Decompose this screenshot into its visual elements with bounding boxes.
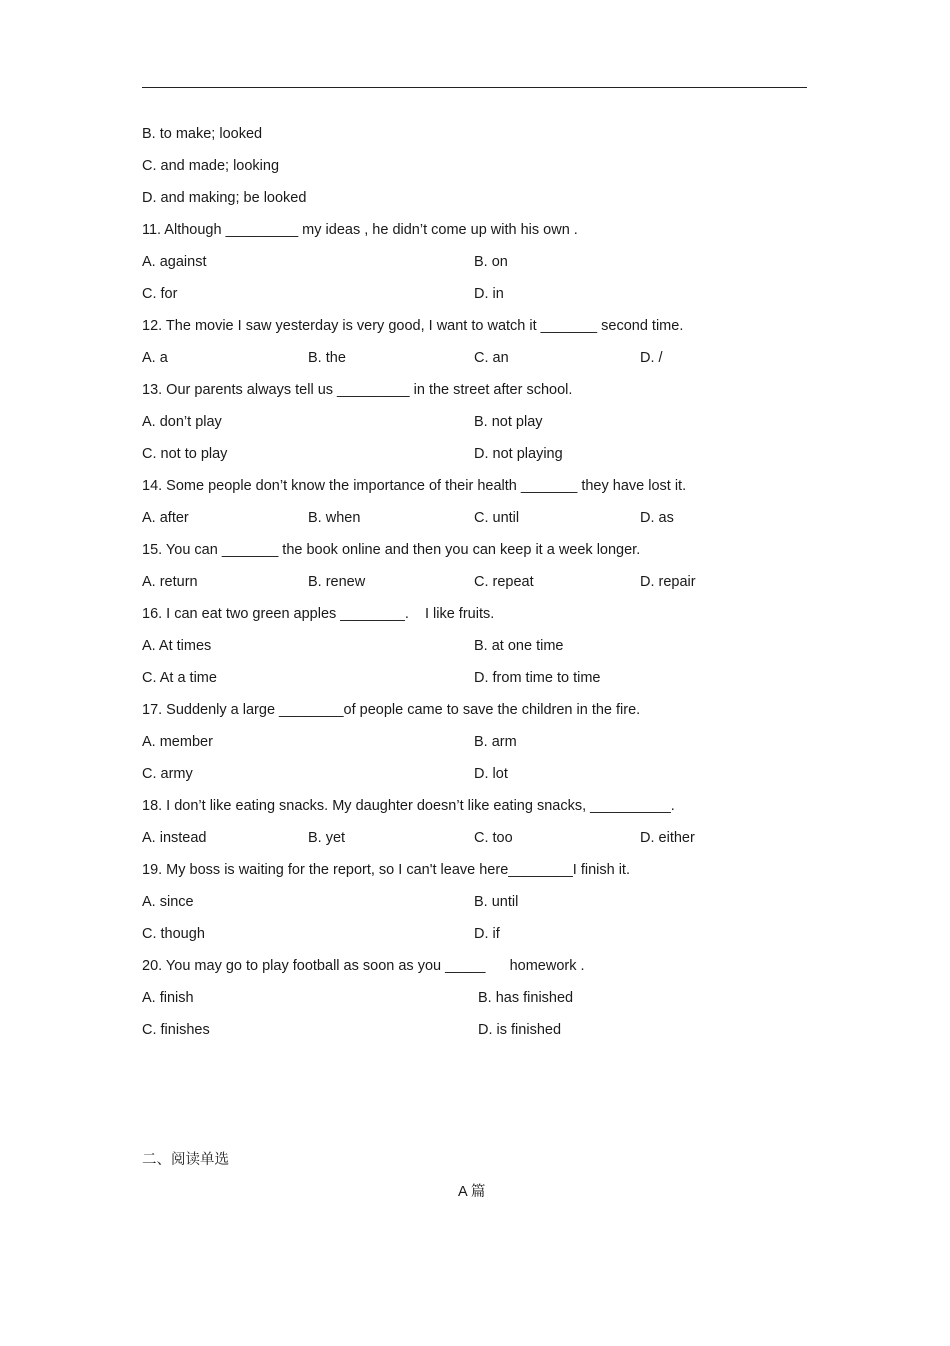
question-13-option-b: B. not play: [474, 414, 543, 430]
question-17-option-d: D. lot: [474, 766, 508, 782]
question-14-option-d: D. as: [640, 510, 674, 526]
option-10-d: D. and making; be looked: [142, 190, 307, 206]
question-14-option-a: A. after: [142, 510, 189, 526]
question-12-option-c: C. an: [474, 350, 509, 366]
question-14-option-b: B. when: [308, 510, 361, 526]
question-19-option-d: D. if: [474, 926, 500, 942]
question-16-option-d: D. from time to time: [474, 670, 601, 686]
question-11-option-a: A. against: [142, 254, 207, 270]
question-19-stem: 19. My boss is waiting for the report, so I can't leave here________I finish it.: [142, 862, 630, 878]
question-16-stem: 16. I can eat two green apples ________. I like fruits.: [142, 606, 495, 622]
question-20-option-a: A. finish: [142, 990, 194, 1006]
section-subtitle: A 篇: [458, 1184, 486, 1200]
question-17-option-a: A. member: [142, 734, 213, 750]
question-15-option-c: C. repeat: [474, 574, 534, 590]
question-14-stem: 14. Some people don’t know the importance of their health _______ they have lost it.: [142, 478, 687, 494]
section-title: 二、阅读单选: [142, 1152, 229, 1168]
question-16-option-a: A. At times: [142, 638, 212, 654]
question-12-option-d: D. /: [640, 350, 663, 366]
question-19-option-c: C. though: [142, 926, 205, 942]
question-12-option-a: A. a: [142, 350, 168, 366]
question-16-option-b: B. at one time: [474, 638, 564, 654]
question-11-option-d: D. in: [474, 286, 504, 302]
question-17-option-c: C. army: [142, 766, 193, 782]
question-17-option-b: B. arm: [474, 734, 517, 750]
question-17-stem: 17. Suddenly a large ________of people came to save the children in the fire.: [142, 702, 641, 718]
option-10-c: C. and made; looking: [142, 158, 280, 174]
question-20-option-b: B. has finished: [478, 990, 574, 1006]
question-11-stem: 11. Although _________ my ideas , he didn’t come up with his own .: [142, 222, 578, 238]
question-11-option-b: B. on: [474, 254, 508, 270]
question-20-option-d: D. is finished: [478, 1022, 562, 1038]
question-15-option-a: A. return: [142, 574, 198, 590]
question-12-option-b: B. the: [308, 350, 346, 366]
question-13-stem: 13. Our parents always tell us _________ in the street after school.: [142, 382, 573, 398]
question-16-option-c: C. At a time: [142, 670, 217, 686]
question-12-stem: 12. The movie I saw yesterday is very good, I want to watch it _______ second time.: [142, 318, 684, 334]
question-19-option-b: B. until: [474, 894, 519, 910]
question-13-option-c: C. not to play: [142, 446, 228, 462]
question-18-option-c: C. too: [474, 830, 513, 846]
question-18-stem: 18. I don’t like eating snacks. My daughter doesn’t like eating snacks, __________.: [142, 798, 675, 814]
question-15-stem: 15. You can _______ the book online and then you can keep it a week longer.: [142, 542, 641, 558]
question-15-option-d: D. repair: [640, 574, 696, 590]
question-18-option-b: B. yet: [308, 830, 346, 846]
question-18-option-d: D. either: [640, 830, 695, 846]
question-19-option-a: A. since: [142, 894, 194, 910]
question-13-option-d: D. not playing: [474, 446, 563, 462]
question-15-option-b: B. renew: [308, 574, 366, 590]
question-13-option-a: A. don’t play: [142, 414, 222, 430]
option-10-b: B. to make; looked: [142, 126, 263, 142]
question-11-option-c: C. for: [142, 286, 178, 302]
question-14-option-c: C. until: [474, 510, 520, 526]
header-rule: [142, 87, 807, 88]
question-20-option-c: C. finishes: [142, 1022, 210, 1038]
question-20-stem: 20. You may go to play football as soon as you _____ homework .: [142, 958, 585, 974]
question-18-option-a: A. instead: [142, 830, 207, 846]
